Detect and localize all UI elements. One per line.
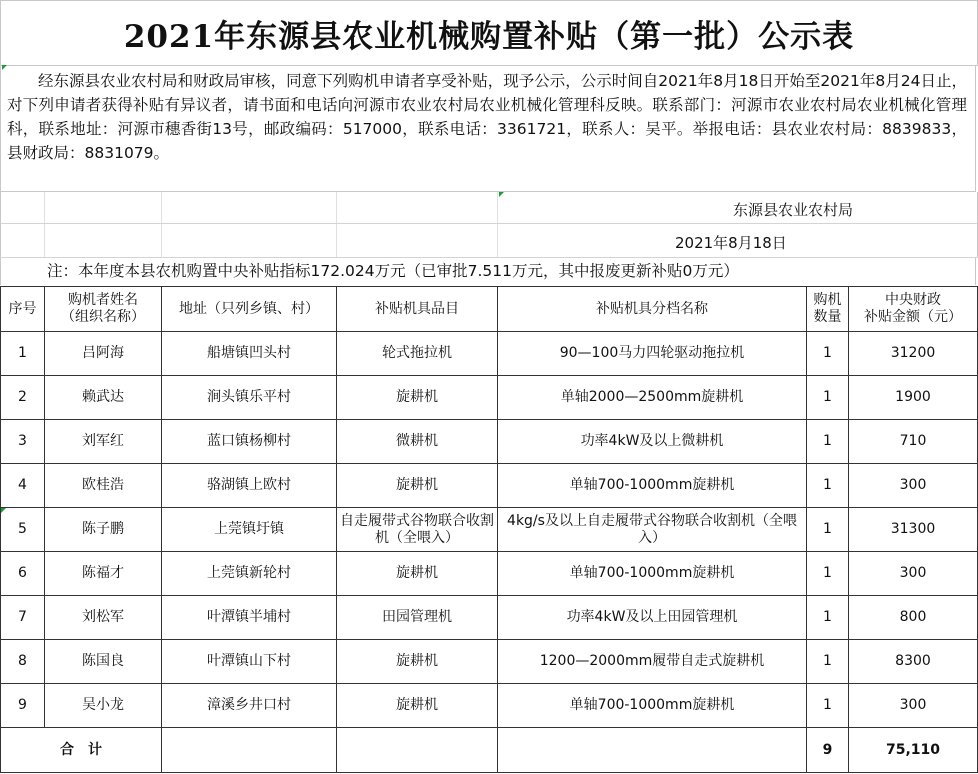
header-item: 补贴机具品目: [337, 287, 498, 332]
cell-seq: 9: [1, 684, 45, 728]
cell-seq: 6: [1, 552, 45, 596]
cell-address: 船塘镇凹头村: [162, 332, 337, 376]
table-row: [1, 684, 978, 728]
cell-address: 漳溪乡井口村: [162, 684, 337, 728]
cell-amount: 8300: [849, 640, 978, 684]
issuer-name: 东源县农业农村局: [733, 201, 854, 219]
table-row: [1, 420, 978, 464]
cell-comment-marker: [499, 192, 504, 197]
cell-seq: 1: [1, 332, 45, 376]
issue-date: 2021年8月18日: [675, 234, 787, 252]
total-amount: 75,110: [849, 728, 978, 773]
cell-model: 单轴700-1000mm旋耕机: [498, 552, 807, 596]
cell-amount: 300: [849, 464, 978, 508]
total-empty-cell: [162, 728, 337, 773]
cell-amount: 710: [849, 420, 978, 464]
cell-name: 刘松军: [45, 596, 162, 640]
cell-name: 欧桂浩: [45, 464, 162, 508]
header-address: 地址（只列乡镇、村）: [162, 287, 337, 332]
cell-qty: 1: [807, 420, 849, 464]
cell-seq: 5: [1, 508, 45, 552]
cell-qty: 1: [807, 640, 849, 684]
cell-item: 旋耕机: [337, 552, 498, 596]
cell-item: 微耕机: [337, 420, 498, 464]
cell-item: 旋耕机: [337, 640, 498, 684]
cell-model: 功率4kW及以上田园管理机: [498, 596, 807, 640]
cell-model: 单轴700-1000mm旋耕机: [498, 464, 807, 508]
total-label: 合 计: [1, 728, 162, 773]
table-row: [1, 332, 978, 376]
date-row: [0, 224, 978, 258]
cell-model: 1200—2000mm履带自走式旋耕机: [498, 640, 807, 684]
header-amount: 中央财政 补贴金额（元）: [849, 287, 978, 332]
table-row: [1, 464, 978, 508]
cell-seq: 2: [1, 376, 45, 420]
total-empty-cell: [337, 728, 498, 773]
table-row: [1, 640, 978, 684]
header-buyer-name: 购机者姓名 （组织名称）: [45, 287, 162, 332]
page-title: 2021年东源县农业机械购置补贴（第一批）公示表: [0, 0, 978, 66]
total-empty-cell: [498, 728, 807, 773]
total-quantity: 9: [807, 728, 849, 773]
cell-model: 4kg/s及以上自走履带式谷物联合收割机（全喂入）: [498, 508, 807, 552]
cell-address: 骆湖镇上欧村: [162, 464, 337, 508]
table-row: [1, 508, 978, 552]
cell-name: 吕阿海: [45, 332, 162, 376]
cell-item: 旋耕机: [337, 376, 498, 420]
table-row: [1, 376, 978, 420]
subsidy-table: [0, 286, 978, 773]
table-header-row: [1, 287, 978, 332]
cell-qty: 1: [807, 376, 849, 420]
cell-name: 吴小龙: [45, 684, 162, 728]
cell-amount: 1900: [849, 376, 978, 420]
cell-item: 旋耕机: [337, 684, 498, 728]
cell-name: 陈福才: [45, 552, 162, 596]
table-row: [1, 596, 978, 640]
cell-amount: 31200: [849, 332, 978, 376]
cell-address: 叶潭镇山下村: [162, 640, 337, 684]
notice-paragraph: 经东源县农业农村局和财政局审核，同意下列购机申请者享受补贴，现予公示，公示时间自2021年8月18日开始至2021年8月24日止，对下列申请者获得补贴有异议者，请书面和电话向河源市农业农村局农业机械化管理科反映。联系部门：河源市农业农村局农业机械化管理科，联系地址：河源市穗香街13号，邮政编码：517000，联系电话：3361721，联系人：吴平。举报电话：县农业农村局：8839833，县财政局：8831079。: [0, 65, 976, 192]
header-model: 补贴机具分档名称: [498, 287, 807, 332]
cell-seq: 8: [1, 640, 45, 684]
cell-seq: 4: [1, 464, 45, 508]
cell-item: 轮式拖拉机: [337, 332, 498, 376]
subsidy-note: 注：本年度本县农机购置中央补贴指标172.024万元（已审批7.511万元，其中报废更新补贴0万元）: [0, 258, 976, 285]
cell-qty: 1: [807, 552, 849, 596]
cell-qty: 1: [807, 464, 849, 508]
cell-name: 赖武达: [45, 376, 162, 420]
table-row: [1, 552, 978, 596]
cell-qty: 1: [807, 508, 849, 552]
total-row: [1, 728, 978, 773]
cell-seq: 3: [1, 420, 45, 464]
cell-amount: 300: [849, 552, 978, 596]
cell-amount: 300: [849, 684, 978, 728]
cell-address: 涧头镇乐平村: [162, 376, 337, 420]
cell-qty: 1: [807, 596, 849, 640]
cell-address: 叶潭镇半埔村: [162, 596, 337, 640]
cell-item: 自走履带式谷物联合收割机（全喂入）: [337, 508, 498, 552]
cell-address: 上莞镇新轮村: [162, 552, 337, 596]
cell-item: 田园管理机: [337, 596, 498, 640]
cell-qty: 1: [807, 684, 849, 728]
header-quantity: 购机 数量: [807, 287, 849, 332]
cell-model: 单轴700-1000mm旋耕机: [498, 684, 807, 728]
cell-seq: 7: [1, 596, 45, 640]
cell-name: 刘军红: [45, 420, 162, 464]
header-seq: 序号: [1, 287, 45, 332]
cell-amount: 800: [849, 596, 978, 640]
cell-amount: 31300: [849, 508, 978, 552]
cell-address: 蓝口镇杨柳村: [162, 420, 337, 464]
cell-comment-marker: [1, 508, 6, 513]
cell-qty: 1: [807, 332, 849, 376]
cell-model: 单轴2000—2500mm旋耕机: [498, 376, 807, 420]
cell-item: 旋耕机: [337, 464, 498, 508]
cell-name: 陈国良: [45, 640, 162, 684]
cell-model: 功率4kW及以上微耕机: [498, 420, 807, 464]
cell-name: 陈子鹏: [45, 508, 162, 552]
cell-address: 上莞镇圩镇: [162, 508, 337, 552]
issuer-row: [0, 192, 978, 224]
cell-model: 90—100马力四轮驱动拖拉机: [498, 332, 807, 376]
